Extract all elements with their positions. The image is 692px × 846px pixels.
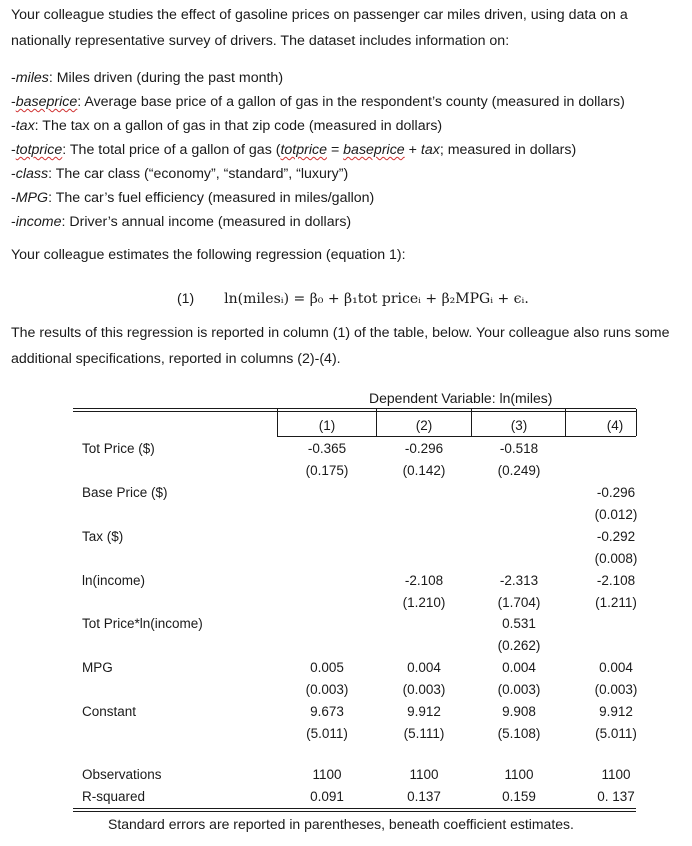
row-label-r-squared: R-squared	[82, 789, 146, 804]
table-bottom-rule-2	[73, 811, 636, 812]
coef-cell: -0.365	[307, 441, 347, 456]
column-header: (4)	[606, 418, 624, 433]
coef-cell: -0.518	[499, 441, 539, 456]
coef-cell: 9.908	[502, 704, 536, 719]
column-divider	[376, 409, 377, 436]
estimates-sentence: Your colleague estimates the following regression (equation 1):	[11, 247, 406, 263]
column-header: (2)	[415, 418, 433, 433]
stat-cell: 1100	[504, 767, 534, 782]
variable-name: class	[15, 166, 49, 182]
header-rule	[277, 436, 636, 437]
coef-cell: 0.531	[502, 616, 536, 631]
row-label-observations: Observations	[82, 767, 162, 782]
coef-cell: 0.005	[310, 660, 344, 675]
coef-cell: -2.108	[404, 573, 444, 588]
se-cell: (0.262)	[497, 638, 541, 653]
stat-cell: 0.091	[310, 789, 344, 804]
row-label-ln-income: ln(income)	[82, 573, 146, 588]
regression-equation	[177, 290, 529, 307]
variable-item-mpg: -MPG: The car’s fuel efficiency (measured in miles/gallon)	[11, 190, 375, 206]
equation-text: ln(milesᵢ) = β₀ + β₁tot priceᵢ + β₂MPGᵢ + ϵᵢ.	[224, 291, 529, 307]
se-cell: (0.003)	[497, 682, 541, 697]
se-cell: (5.011)	[306, 726, 348, 741]
intro-paragraph: Your colleague studies the effect of gasoline prices on passenger car miles driven, using data on a nationally representative survey of drivers. The dataset includes information on:	[11, 7, 628, 49]
se-cell: (5.011)	[595, 726, 637, 741]
coef-cell: 9.673	[310, 704, 344, 719]
row-label-interaction: Tot Price*ln(income)	[82, 616, 203, 631]
results-paragraph: The results of this regression is reported in column (1) of the table, below. Your colleague also runs some additional specifications, reported in columns (2)-(4).	[11, 325, 670, 367]
se-cell: (0.142)	[402, 463, 446, 478]
row-label-base-price: Base Price ($)	[82, 485, 168, 500]
se-cell: (1.210)	[402, 595, 446, 610]
variable-item-tax: -tax: The tax on a gallon of gas in that zip code (measured in dollars)	[11, 118, 443, 134]
se-cell: (1.211)	[595, 595, 637, 610]
coef-cell: 0.004	[599, 660, 633, 675]
se-cell: (0.012)	[594, 507, 638, 522]
variable-item-totprice: -totprice: The total price of a gallon of gas (totprice = baseprice + tax; measured in dollars)	[11, 142, 577, 158]
column-divider	[565, 409, 566, 436]
coef-cell: -0.296	[404, 441, 444, 456]
stat-cell: 0.159	[502, 789, 536, 804]
variable-item-baseprice: -baseprice: Average base price of a gallon of gas in the respondent’s county (measured in dollars)	[11, 94, 625, 110]
column-divider	[277, 409, 278, 436]
variable-list	[11, 66, 625, 234]
stat-cell: 1100	[312, 767, 342, 782]
variable-name: income	[15, 214, 62, 230]
equation-number: (1)	[177, 290, 195, 306]
coef-cell: 0.004	[502, 660, 536, 675]
se-cell: (0.249)	[497, 463, 541, 478]
stat-cell: 1100	[601, 767, 631, 782]
variable-name: miles	[15, 70, 49, 86]
variable-name: tax	[15, 118, 35, 134]
coef-cell: -0.292	[596, 529, 636, 544]
row-label-constant: Constant	[82, 704, 137, 719]
se-cell: (1.704)	[497, 595, 541, 610]
se-cell: (0.003)	[402, 682, 446, 697]
variable-name: MPG	[15, 190, 49, 206]
variable-item-miles: -miles: Miles driven (during the past month)	[11, 70, 284, 86]
dependent-variable-header: Dependent Variable: ln(miles)	[369, 390, 553, 406]
variable-item-class: -class: The car class (“economy”, “standard”, “luxury”)	[11, 166, 349, 182]
table-top-rule	[73, 408, 636, 409]
stat-cell: 1100	[409, 767, 439, 782]
se-cell: (0.003)	[305, 682, 349, 697]
column-divider	[471, 409, 472, 436]
se-cell: (5.111)	[403, 726, 445, 741]
coef-cell: -2.313	[499, 573, 539, 588]
row-label-tax: Tax ($)	[82, 529, 124, 544]
se-cell: (0.008)	[594, 551, 638, 566]
column-header: (3)	[510, 418, 528, 433]
table-top-rule-2	[73, 411, 636, 412]
se-cell: (0.175)	[305, 463, 349, 478]
variable-name: baseprice	[15, 94, 78, 110]
se-cell: (5.108)	[497, 726, 541, 741]
row-label-tot-price: Tot Price ($)	[82, 441, 155, 456]
coef-cell: 9.912	[599, 704, 633, 719]
coef-cell: 9.912	[407, 704, 441, 719]
column-header: (1)	[318, 418, 336, 433]
se-cell: (0.003)	[594, 682, 638, 697]
table-footnote: Standard errors are reported in parentheses, beneath coefficient estimates.	[108, 816, 574, 832]
table-bottom-rule	[73, 808, 636, 809]
coef-cell: 0.004	[407, 660, 441, 675]
coef-cell: -0.296	[596, 485, 636, 500]
variable-name: totprice	[15, 142, 63, 158]
row-label-mpg: MPG	[82, 660, 113, 675]
stat-cell: 0. 137	[597, 789, 635, 804]
stat-cell: 0.137	[407, 789, 441, 804]
coef-cell: -2.108	[596, 573, 636, 588]
variable-item-income: -income: Driver’s annual income (measured in dollars)	[11, 214, 352, 230]
